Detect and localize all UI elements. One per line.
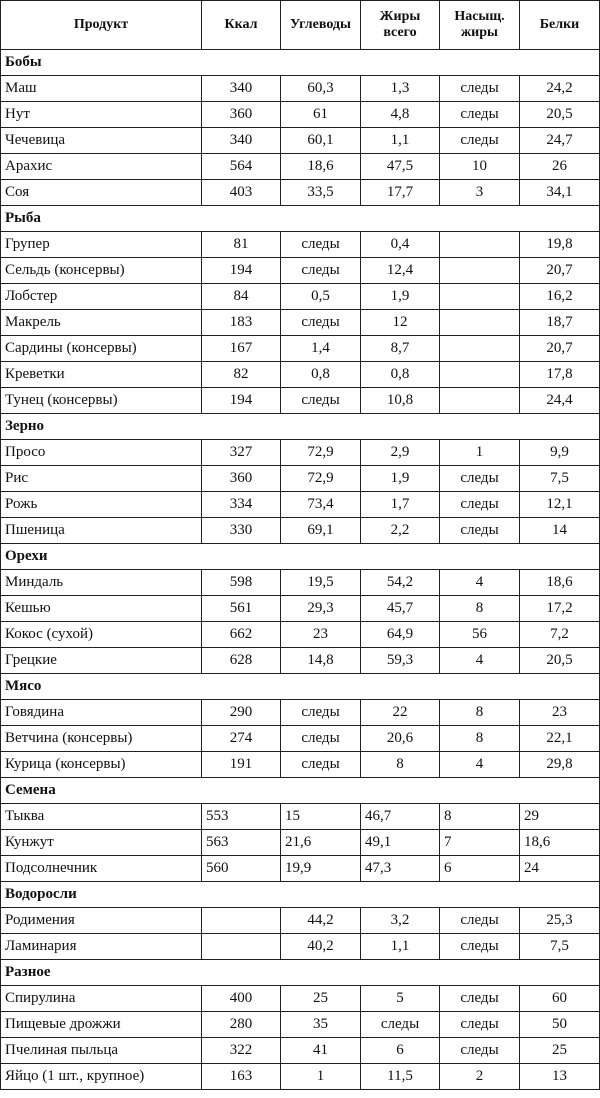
cell-kcal: 560 — [202, 856, 281, 882]
cell-sat-fat — [440, 284, 520, 310]
cell-protein: 13 — [520, 1064, 600, 1090]
table-row — [1, 648, 600, 674]
cell-kcal: 327 — [202, 440, 281, 466]
table-row — [1, 622, 600, 648]
table-row — [1, 1012, 600, 1038]
cell-fat: 1,1 — [361, 128, 440, 154]
cell-kcal: 561 — [202, 596, 281, 622]
cell-sat-fat: 8 — [440, 804, 520, 830]
cell-kcal: 290 — [202, 700, 281, 726]
cell-fat: 1,3 — [361, 76, 440, 102]
cell-sat-fat: 56 — [440, 622, 520, 648]
table-row — [1, 518, 600, 544]
cell-kcal: 183 — [202, 310, 281, 336]
cell-fat: 4,8 — [361, 102, 440, 128]
table-row — [1, 336, 600, 362]
cell-kcal: 330 — [202, 518, 281, 544]
header-fat: Жиры всего — [361, 1, 440, 50]
cell-fat: 45,7 — [361, 596, 440, 622]
table-row — [1, 284, 600, 310]
table-row — [1, 1064, 600, 1090]
cell-product: Пчелиная пыльца — [1, 1038, 202, 1064]
header-product: Продукт — [1, 1, 202, 50]
cell-product: Сардины (консервы) — [1, 336, 202, 362]
category-row — [1, 960, 600, 986]
cell-carbs: следы — [281, 258, 361, 284]
category-row — [1, 206, 600, 232]
cell-fat: 6 — [361, 1038, 440, 1064]
table-row — [1, 752, 600, 778]
cell-fat: 1,9 — [361, 466, 440, 492]
cell-fat: 0,8 — [361, 362, 440, 388]
cell-kcal: 191 — [202, 752, 281, 778]
cell-kcal: 403 — [202, 180, 281, 206]
cell-protein: 34,1 — [520, 180, 600, 206]
cell-protein: 25 — [520, 1038, 600, 1064]
cell-kcal: 340 — [202, 128, 281, 154]
cell-kcal: 628 — [202, 648, 281, 674]
cell-protein: 25,3 — [520, 908, 600, 934]
cell-kcal: 598 — [202, 570, 281, 596]
cell-protein: 60 — [520, 986, 600, 1012]
cell-product: Групер — [1, 232, 202, 258]
cell-product: Кунжут — [1, 830, 202, 856]
cell-fat: 1,7 — [361, 492, 440, 518]
cell-product: Яйцо (1 шт., крупное) — [1, 1064, 202, 1090]
cell-fat: 3,2 — [361, 908, 440, 934]
cell-sat-fat — [440, 310, 520, 336]
cell-carbs: 21,6 — [281, 830, 361, 856]
table-row — [1, 908, 600, 934]
table-row — [1, 180, 600, 206]
cell-product: Курица (консервы) — [1, 752, 202, 778]
category-label: Мясо — [1, 674, 600, 700]
cell-kcal: 84 — [202, 284, 281, 310]
table-row — [1, 466, 600, 492]
table-row — [1, 596, 600, 622]
table-row — [1, 258, 600, 284]
cell-fat: 64,9 — [361, 622, 440, 648]
table-row — [1, 492, 600, 518]
cell-sat-fat — [440, 388, 520, 414]
cell-product: Ветчина (консервы) — [1, 726, 202, 752]
cell-kcal: 163 — [202, 1064, 281, 1090]
cell-sat-fat: следы — [440, 102, 520, 128]
header-carbs: Углеводы — [281, 1, 361, 50]
cell-product: Ламинария — [1, 934, 202, 960]
cell-fat: 1,1 — [361, 934, 440, 960]
cell-kcal: 564 — [202, 154, 281, 180]
cell-product: Креветки — [1, 362, 202, 388]
cell-sat-fat — [440, 362, 520, 388]
cell-fat: 59,3 — [361, 648, 440, 674]
table-row — [1, 700, 600, 726]
cell-product: Рис — [1, 466, 202, 492]
cell-carbs: 33,5 — [281, 180, 361, 206]
table-row — [1, 830, 600, 856]
cell-sat-fat: 10 — [440, 154, 520, 180]
cell-kcal — [202, 934, 281, 960]
cell-protein: 17,8 — [520, 362, 600, 388]
cell-sat-fat: следы — [440, 986, 520, 1012]
category-label: Разное — [1, 960, 600, 986]
cell-product: Кешью — [1, 596, 202, 622]
cell-carbs: 73,4 — [281, 492, 361, 518]
cell-carbs: 18,6 — [281, 154, 361, 180]
cell-carbs: следы — [281, 310, 361, 336]
cell-protein: 20,7 — [520, 258, 600, 284]
cell-fat: 12 — [361, 310, 440, 336]
cell-sat-fat: 6 — [440, 856, 520, 882]
cell-carbs: 40,2 — [281, 934, 361, 960]
cell-protein: 24,4 — [520, 388, 600, 414]
cell-sat-fat: следы — [440, 934, 520, 960]
cell-fat: 8,7 — [361, 336, 440, 362]
cell-product: Маш — [1, 76, 202, 102]
cell-protein: 18,7 — [520, 310, 600, 336]
cell-fat: 22 — [361, 700, 440, 726]
cell-kcal: 400 — [202, 986, 281, 1012]
table-row — [1, 388, 600, 414]
cell-sat-fat: 8 — [440, 700, 520, 726]
cell-fat: следы — [361, 1012, 440, 1038]
cell-sat-fat: 2 — [440, 1064, 520, 1090]
cell-fat: 49,1 — [361, 830, 440, 856]
table-row — [1, 128, 600, 154]
cell-product: Тунец (консервы) — [1, 388, 202, 414]
cell-sat-fat: 3 — [440, 180, 520, 206]
cell-fat: 10,8 — [361, 388, 440, 414]
table-row — [1, 440, 600, 466]
cell-carbs: 25 — [281, 986, 361, 1012]
cell-sat-fat: 7 — [440, 830, 520, 856]
category-label: Бобы — [1, 50, 600, 76]
cell-sat-fat: следы — [440, 492, 520, 518]
cell-protein: 19,8 — [520, 232, 600, 258]
category-row — [1, 778, 600, 804]
table-row — [1, 362, 600, 388]
header-protein: Белки — [520, 1, 600, 50]
cell-product: Соя — [1, 180, 202, 206]
cell-product: Пищевые дрожжи — [1, 1012, 202, 1038]
cell-protein: 24,2 — [520, 76, 600, 102]
cell-product: Пшеница — [1, 518, 202, 544]
cell-carbs: 72,9 — [281, 466, 361, 492]
cell-carbs: 60,3 — [281, 76, 361, 102]
cell-kcal: 360 — [202, 466, 281, 492]
cell-sat-fat — [440, 232, 520, 258]
cell-product: Просо — [1, 440, 202, 466]
cell-carbs: 72,9 — [281, 440, 361, 466]
cell-carbs: 19,5 — [281, 570, 361, 596]
cell-fat: 2,2 — [361, 518, 440, 544]
table-row — [1, 232, 600, 258]
cell-product: Тыква — [1, 804, 202, 830]
cell-product: Грецкие — [1, 648, 202, 674]
cell-protein: 7,5 — [520, 934, 600, 960]
table-row — [1, 310, 600, 336]
table-row — [1, 570, 600, 596]
cell-protein: 23 — [520, 700, 600, 726]
cell-sat-fat: следы — [440, 466, 520, 492]
cell-product: Макрель — [1, 310, 202, 336]
cell-sat-fat: следы — [440, 908, 520, 934]
cell-kcal: 553 — [202, 804, 281, 830]
cell-carbs: следы — [281, 232, 361, 258]
table-row — [1, 102, 600, 128]
cell-product: Миндаль — [1, 570, 202, 596]
cell-protein: 24 — [520, 856, 600, 882]
cell-kcal: 280 — [202, 1012, 281, 1038]
cell-fat: 2,9 — [361, 440, 440, 466]
cell-kcal: 274 — [202, 726, 281, 752]
cell-product: Нут — [1, 102, 202, 128]
cell-fat: 11,5 — [361, 1064, 440, 1090]
cell-carbs: 60,1 — [281, 128, 361, 154]
cell-product: Арахис — [1, 154, 202, 180]
cell-carbs: 29,3 — [281, 596, 361, 622]
cell-kcal: 334 — [202, 492, 281, 518]
cell-kcal — [202, 908, 281, 934]
category-label: Водоросли — [1, 882, 600, 908]
cell-fat: 5 — [361, 986, 440, 1012]
cell-product: Сельдь (консервы) — [1, 258, 202, 284]
cell-fat: 0,4 — [361, 232, 440, 258]
cell-sat-fat — [440, 258, 520, 284]
cell-protein: 12,1 — [520, 492, 600, 518]
cell-protein: 9,9 — [520, 440, 600, 466]
table-row — [1, 726, 600, 752]
cell-fat: 12,4 — [361, 258, 440, 284]
cell-product: Говядина — [1, 700, 202, 726]
cell-sat-fat: 1 — [440, 440, 520, 466]
table-row — [1, 76, 600, 102]
cell-protein: 17,2 — [520, 596, 600, 622]
cell-carbs: следы — [281, 752, 361, 778]
cell-carbs: следы — [281, 726, 361, 752]
cell-carbs: 41 — [281, 1038, 361, 1064]
cell-kcal: 81 — [202, 232, 281, 258]
cell-carbs: 19,9 — [281, 856, 361, 882]
table-row — [1, 934, 600, 960]
cell-carbs: 0,5 — [281, 284, 361, 310]
cell-fat: 47,5 — [361, 154, 440, 180]
cell-fat: 17,7 — [361, 180, 440, 206]
cell-protein: 22,1 — [520, 726, 600, 752]
category-row — [1, 882, 600, 908]
cell-protein: 7,2 — [520, 622, 600, 648]
cell-protein: 16,2 — [520, 284, 600, 310]
cell-product: Кокос (сухой) — [1, 622, 202, 648]
table-row — [1, 1038, 600, 1064]
cell-sat-fat: следы — [440, 76, 520, 102]
category-label: Зерно — [1, 414, 600, 440]
cell-fat: 20,6 — [361, 726, 440, 752]
cell-carbs: 69,1 — [281, 518, 361, 544]
table-row — [1, 986, 600, 1012]
cell-kcal: 563 — [202, 830, 281, 856]
cell-product: Рожь — [1, 492, 202, 518]
cell-protein: 50 — [520, 1012, 600, 1038]
cell-carbs: следы — [281, 388, 361, 414]
category-row — [1, 50, 600, 76]
cell-sat-fat: 8 — [440, 726, 520, 752]
category-label: Орехи — [1, 544, 600, 570]
cell-kcal: 82 — [202, 362, 281, 388]
cell-kcal: 360 — [202, 102, 281, 128]
cell-protein: 14 — [520, 518, 600, 544]
cell-protein: 18,6 — [520, 830, 600, 856]
cell-sat-fat: следы — [440, 128, 520, 154]
category-label: Семена — [1, 778, 600, 804]
cell-kcal: 194 — [202, 388, 281, 414]
header-row — [1, 1, 600, 50]
category-row — [1, 674, 600, 700]
cell-protein: 20,5 — [520, 648, 600, 674]
table-body — [1, 50, 600, 1090]
cell-carbs: 23 — [281, 622, 361, 648]
header-kcal: Ккал — [202, 1, 281, 50]
cell-product: Родимения — [1, 908, 202, 934]
cell-sat-fat: 4 — [440, 752, 520, 778]
cell-sat-fat: 4 — [440, 648, 520, 674]
category-row — [1, 544, 600, 570]
cell-product: Подсолнечник — [1, 856, 202, 882]
cell-protein: 20,7 — [520, 336, 600, 362]
cell-product: Спирулина — [1, 986, 202, 1012]
cell-sat-fat: следы — [440, 518, 520, 544]
cell-carbs: 1,4 — [281, 336, 361, 362]
table-row — [1, 154, 600, 180]
cell-kcal: 194 — [202, 258, 281, 284]
cell-protein: 20,5 — [520, 102, 600, 128]
header-sat-fat: Насыщ. жиры — [440, 1, 520, 50]
cell-protein: 18,6 — [520, 570, 600, 596]
cell-carbs: 0,8 — [281, 362, 361, 388]
cell-kcal: 322 — [202, 1038, 281, 1064]
cell-protein: 29 — [520, 804, 600, 830]
cell-fat: 1,9 — [361, 284, 440, 310]
cell-protein: 26 — [520, 154, 600, 180]
table-row — [1, 856, 600, 882]
cell-carbs: 44,2 — [281, 908, 361, 934]
cell-product: Лобстер — [1, 284, 202, 310]
table-row — [1, 804, 600, 830]
cell-protein: 24,7 — [520, 128, 600, 154]
cell-carbs: следы — [281, 700, 361, 726]
cell-fat: 46,7 — [361, 804, 440, 830]
cell-protein: 29,8 — [520, 752, 600, 778]
cell-carbs: 1 — [281, 1064, 361, 1090]
cell-fat: 54,2 — [361, 570, 440, 596]
cell-fat: 47,3 — [361, 856, 440, 882]
category-row — [1, 414, 600, 440]
cell-sat-fat: 8 — [440, 596, 520, 622]
cell-kcal: 340 — [202, 76, 281, 102]
cell-sat-fat: 4 — [440, 570, 520, 596]
cell-kcal: 167 — [202, 336, 281, 362]
cell-product: Чечевица — [1, 128, 202, 154]
cell-kcal: 662 — [202, 622, 281, 648]
cell-protein: 7,5 — [520, 466, 600, 492]
cell-carbs: 35 — [281, 1012, 361, 1038]
cell-carbs: 61 — [281, 102, 361, 128]
cell-sat-fat: следы — [440, 1012, 520, 1038]
cell-fat: 8 — [361, 752, 440, 778]
cell-carbs: 15 — [281, 804, 361, 830]
category-label: Рыба — [1, 206, 600, 232]
cell-carbs: 14,8 — [281, 648, 361, 674]
cell-sat-fat: следы — [440, 1038, 520, 1064]
cell-sat-fat — [440, 336, 520, 362]
